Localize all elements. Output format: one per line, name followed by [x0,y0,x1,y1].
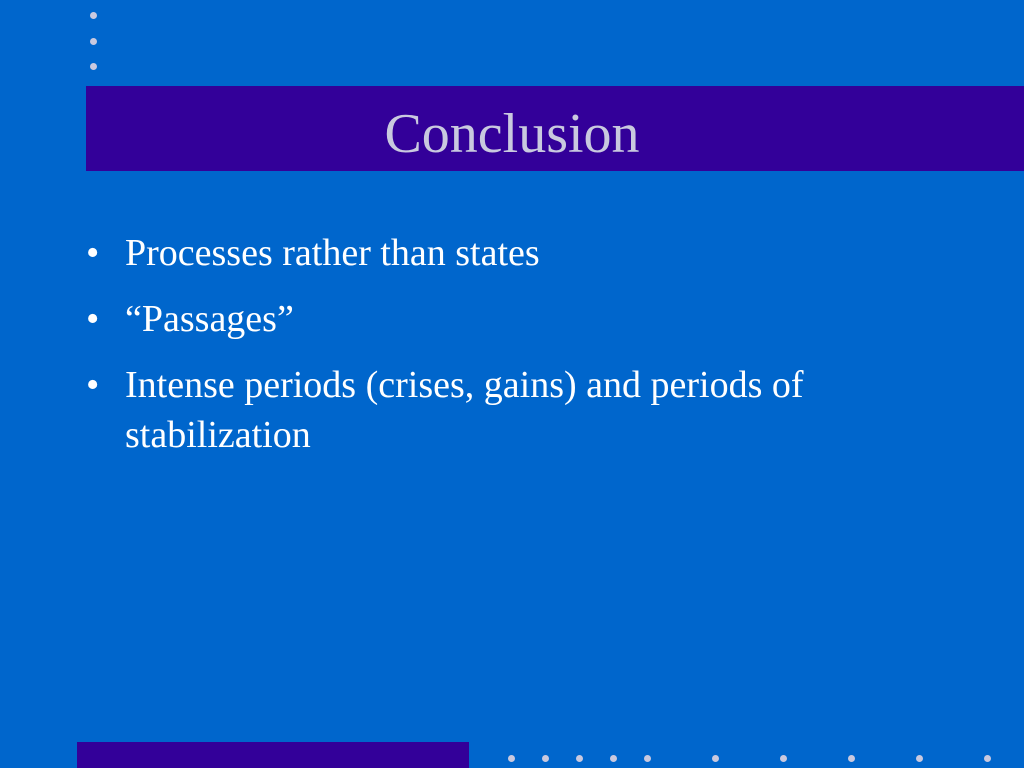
bullet-icon: • [86,232,100,274]
bullet-text: Intense periods (crises, gains) and periods of stabilization [125,364,804,456]
decorative-dot [780,755,787,762]
decorative-dot [90,63,97,70]
decorative-dot [542,755,549,762]
bullet-item [86,360,916,460]
bottom-bar [77,742,469,768]
slide-title: Conclusion [384,103,640,165]
bullet-icon: • [86,298,100,340]
bullet-item [86,228,916,278]
decorative-dot [984,755,991,762]
decorative-dot [644,755,651,762]
decorative-dot [712,755,719,762]
decorative-dot [508,755,515,762]
bullet-list [86,228,916,476]
bullet-icon: • [86,364,100,406]
decorative-dot [916,755,923,762]
bullet-text: Processes rather than states [125,232,540,274]
decorative-dot [848,755,855,762]
decorative-dot [90,12,97,19]
bullet-text: “Passages” [125,298,294,340]
decorative-dot [610,755,617,762]
decorative-dot [90,38,97,45]
decorative-dot [576,755,583,762]
bullet-item [86,294,916,344]
